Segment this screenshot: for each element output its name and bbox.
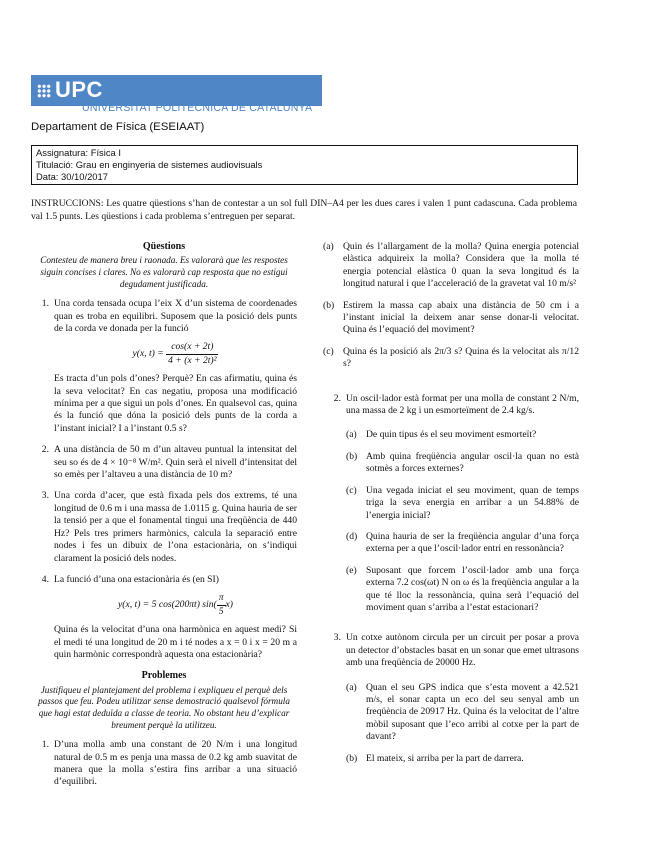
subpart-label: (b) — [346, 450, 358, 462]
question-text: A una distància de 50 m d’un altaveu puntual la intensitat del seu so és de 4 × 10⁻⁸ W/m². Quin serà el nivell d’intensitat del so emès per l’altaveu a una distància de 10 m? — [54, 444, 297, 481]
subpart-text: Una vegada iniciat el seu moviment, quan de temps triga la seva energia en arribar a un 54.88% de l’energia inicial? — [366, 484, 579, 521]
problem-1 — [31, 739, 297, 789]
logo-text: UPC — [55, 77, 103, 102]
question-number: 2. — [41, 444, 49, 456]
fraction-numerator: π — [217, 592, 226, 605]
problem-2-a — [346, 429, 579, 441]
equation-fraction — [166, 341, 218, 367]
subpart-label: (a) — [323, 241, 334, 252]
equation-fraction — [217, 592, 226, 618]
problem-2 — [323, 393, 579, 418]
subpart-text: De quin tipus és el seu moviment esmorteït? — [366, 429, 537, 441]
subpart-label: (c) — [346, 484, 357, 496]
equation-post: x) — [225, 599, 233, 611]
question-4 — [31, 574, 297, 661]
fraction-numerator: cos(x + 2t) — [166, 341, 218, 354]
question-number: 4. — [41, 573, 49, 585]
problem-3 — [323, 632, 579, 669]
problem-2-d — [346, 531, 579, 556]
question-text: Quina és la velocitat d’una ona harmònica en aquest medi? Si el medi té una longitud de 20 m i té nodes a x = 0 i x = 20 m a quin harmònic correspondrà aquesta ona estacionària? — [54, 624, 297, 660]
subpart-text: Quina hauria de ser la freqüència angular d’una força externa per a que l’oscil·lador entri en ressonància? — [366, 530, 579, 555]
problem-3-a — [346, 682, 579, 744]
subpart-text: Quina és la posició als 2π/3 s? Quina és la velocitat als π/12 s? — [343, 345, 579, 370]
problem-text: Un cotxe autònom circula per un circuit per posar a prova un detector d’obstacles basat en un sonar que emet ultrasons amb una freqüència de 20000 Hz. — [346, 632, 579, 669]
subpart-label: (c) — [323, 345, 334, 357]
subpart-label: (a) — [346, 429, 357, 441]
problem-1-b — [323, 300, 579, 337]
date-line: Data: 30/10/2017 — [36, 171, 108, 182]
problems-title: Problemes — [141, 670, 187, 682]
equation — [54, 592, 297, 618]
equation-pre: y(x, t) = 5 cos(200πt) sin( — [118, 599, 217, 611]
problem-1-a — [323, 241, 579, 291]
subpart-label: (e) — [346, 564, 357, 576]
subpart-text: Quin és l’allargament de la molla? Quina energia potencial elàstica adquireix la molla? Considera que la molla té energia potencial elàstica 0 quan la seva longitud és la longitud natural i que l’acceleració de la gravetat val 10 m/s² — [343, 241, 579, 290]
problem-number: 3. — [333, 632, 341, 644]
equation-lhs: y(x, t) = — [132, 348, 164, 360]
question-2 — [31, 444, 297, 481]
problem-text: D’una molla amb una constant de 20 N/m i una longitud natural de 0.5 m es penja una massa de 0.2 kg amb suavitat de manera que la molla s’estira fins arribar a una situació d’equilibri. — [54, 739, 297, 788]
question-text: Una corda tensada ocupa l’eix X d’un sistema de coordenades quan es troba en equilibri. Suposem que la posició dels punts de la corda ve donada per la funció — [54, 298, 297, 334]
question-text: Es tracta d’un pols d’ones? Perquè? En cas afirmatiu, quina és la seva velocitat? En cas negatiu, proposa una modificació mínima per a que sigui un pols d’ones. En qualsevol cas, quina és la funció que dóna la posició dels punts de la corda a l’instant inicial? I a l’instant 0.5 s? — [54, 373, 297, 434]
right-column — [323, 241, 579, 774]
question-number: 3. — [41, 490, 49, 502]
problem-3-b — [346, 753, 579, 765]
questions-intro: Contesteu de manera breu i raonada. Es valorarà que les respostes siguin concises i clares. No es valorarà cap resposta que no estigui degudament justificada. — [40, 255, 288, 289]
degree-line: Titulació: Grau en enginyeria de sistemes audiovisuals — [36, 159, 263, 170]
problem-2-c — [346, 485, 579, 522]
problem-number: 1. — [41, 739, 49, 751]
left-column — [31, 241, 297, 798]
problem-1-c — [323, 346, 579, 371]
question-1 — [31, 298, 297, 435]
subpart-text: Amb quina freqüència angular oscil·la quan no està sotmès a forces externes? — [366, 450, 579, 475]
subject-line: Assignatura: Física I — [36, 147, 121, 158]
question-text: Una corda d’acer, que està fixada pels dos extrems, té una longitud de 0.6 m i una massa de 1.0115 g. Quina hauria de ser la tensió per a que el fonamental tingui una freqüència de 440 Hz? Pels tres primers harmònics, calcula la separació entre nodes i fes un dibuix de l’ona estacionària, on s’indiqui clarament la posició dels nodes. — [54, 490, 297, 564]
equation — [54, 341, 297, 367]
problem-3-parts — [323, 682, 579, 765]
instructions: INSTRUCCIONS: Les quatre qüestions s’han de contestar a un sol full DIN–A4 per les dues cares i valen 1 punt cadascuna. Cada problema val 1.5 punts. Les qüestions i cada problema s’entreguen per separat. — [31, 198, 577, 222]
university-name: UNIVERSITAT POLITÈCNICA DE CATALUNYA — [82, 102, 313, 114]
subpart-label: (b) — [323, 299, 335, 311]
question-3 — [31, 490, 297, 564]
subpart-label: (b) — [346, 752, 358, 764]
subpart-text: El mateix, si arriba per la part de darrera. — [366, 752, 524, 764]
problem-2-e — [346, 565, 579, 615]
fraction-denominator: 5 — [218, 605, 224, 617]
info-box — [31, 145, 578, 185]
upc-logo — [37, 77, 103, 103]
subpart-text: Quan el seu GPS indica que s’esta movent a 42.521 m/s, el sonar capta un eco del seu senyal amb un freqüència de 20917 Hz. Quina és la velocitat de l’altre mòbil suposant que l’eco arribi al cotxe per la part de davant? — [366, 681, 579, 743]
subpart-text: Suposant que forcem l’oscil·lador amb una força externa 7.2 cos(ωt) N on ω és la freqüència angular a la que té lloc la ressonància, quina serà l’equació del moviment quan s’arriba a l’estat estacionari? — [366, 564, 579, 613]
problem-2-b — [346, 451, 579, 476]
problem-2-parts — [323, 429, 579, 614]
subpart-text: Estirem la massa cap abaix una distància de 50 cm i a l’instant inicial la deixem anar sense donar-li velocitat. Quina és l’equació del moviment? — [343, 299, 579, 336]
subpart-label: (d) — [346, 530, 358, 542]
logo-dots-icon — [37, 84, 51, 98]
question-number: 1. — [41, 298, 49, 310]
fraction-denominator: 4 + (x + 2t)² — [168, 354, 217, 366]
problem-number: 2. — [333, 392, 341, 404]
subpart-label: (a) — [346, 681, 357, 693]
question-text: La funció d’una ona estacionària és (en SI) — [54, 573, 219, 585]
department-name: Departament de Física (ESEIAAT) — [31, 121, 205, 133]
problem-text: Un oscil·lador està format per una molla de constant 2 N/m, una massa de 2 kg i un esmorteïment de 2.4 kg/s. — [346, 392, 579, 417]
problems-intro: Justifiqueu el plantejament del problema i expliqueu el perquè dels passos que feu. Podeu utilitzar sense demostració qualsevol fórmula que hagi estat deduïda a classe de teoria. No obstant heu d’explicar breument perquè la utilitzeu. — [38, 684, 290, 730]
questions-title: Qüestions — [142, 241, 186, 252]
